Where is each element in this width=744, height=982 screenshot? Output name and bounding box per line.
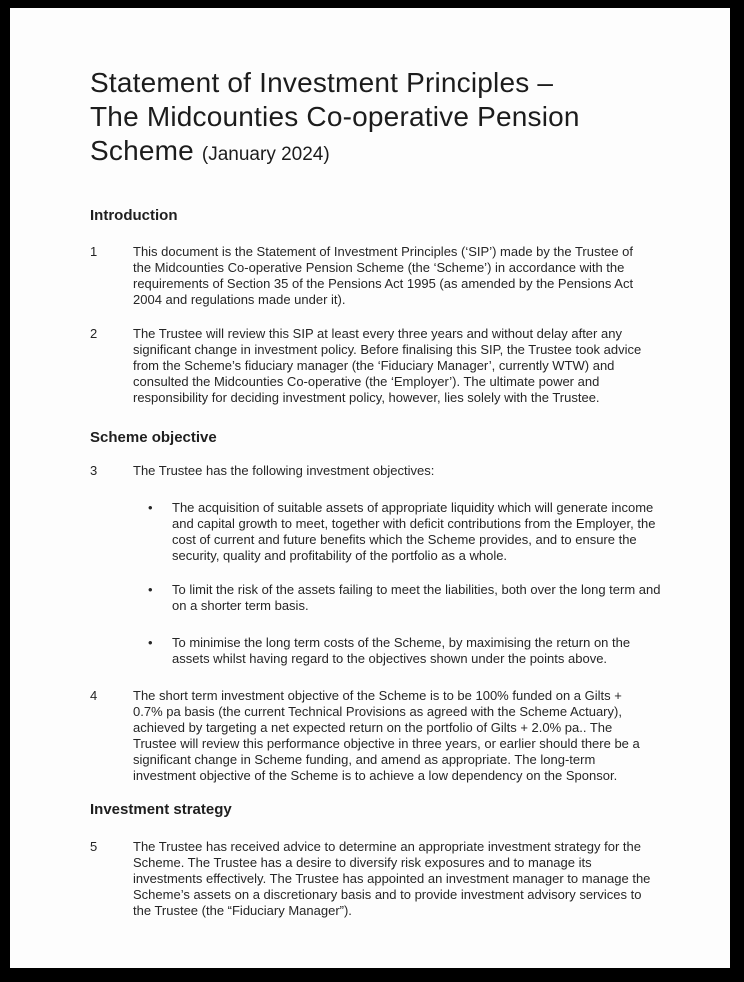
document-title (90, 66, 666, 172)
paragraph-number: 2 (90, 326, 98, 341)
title-line-2: The Midcounties Co-operative Pension (90, 101, 580, 132)
bullet-text: To minimise the long term costs of the Scheme, by maximising the return on the assets whilst having regard to the objectives shown under the points above. (172, 635, 631, 666)
bullet-text: To limit the risk of the assets failing to meet the liabilities, both over the long term and on a shorter term basis. (172, 582, 661, 613)
numbered-paragraph-3 (90, 463, 666, 479)
objectives-bullet-list (148, 500, 666, 667)
bullet-item-3 (148, 635, 666, 667)
numbered-paragraph-2 (90, 326, 666, 406)
numbered-paragraph-4 (90, 688, 666, 784)
numbered-paragraph-1 (90, 244, 666, 308)
title-line-3 (90, 134, 666, 172)
bullet-item-1 (148, 500, 666, 564)
paragraph-number: 5 (90, 839, 98, 854)
paragraph-number: 1 (90, 244, 98, 259)
bullet-marker: • (148, 635, 153, 650)
bullet-text: The acquisition of suitable assets of appropriate liquidity which will generate income and capital growth to meet, together with deficit contributions from the Employer, the cost of current and future benefits which the Scheme provides, and to ensure the security, quality and profitability of the portfolio as a whole. (172, 500, 656, 563)
document-page (10, 8, 730, 968)
bullet-item-2 (148, 582, 666, 614)
paragraph-text: The Trustee will review this SIP at least every three years and without delay after any significant change in investment policy. Before finalising this SIP, the Trustee took advice from the Scheme’s fiduciary manager (the ‘Fiduciary Manager’, currently WTW) and consulted the Midcounties Co-operative (the ‘Employer’). The ultimate power and responsibility for deciding investment policy, however, lies solely with the Trustee. (133, 326, 642, 405)
title-date: (January 2024) (201, 144, 330, 165)
title-line-1: Statement of Investment Principles – (90, 67, 554, 98)
paragraph-text: The Trustee has the following investment objectives: (133, 463, 435, 478)
paragraph-text: The Trustee has received advice to determine an appropriate investment strategy for the Scheme. The Trustee has a desire to diversify risk exposures and to manage its investments effectively. The Trustee has appointed an investment manager to manage the Scheme’s assets on a discretionary basis and to provide investment advisory services to the Trustee (the “Fiduciary Manager”). (133, 839, 651, 918)
paragraph-number: 3 (90, 463, 98, 478)
bullet-marker: • (148, 500, 153, 515)
heading-introduction: Introduction (90, 207, 178, 224)
paragraph-text: The short term investment objective of the Scheme is to be 100% funded on a Gilts + 0.7% pa basis (the current Technical Provisions as agreed with the Scheme Actuary), achieved by targeting a net expected return on the portfolio of Gilts + 2.0% pa.. The Trustee will review this performance objective in three years, or earlier should there be a significant change in Scheme funding, and amend as appropriate. The long-term investment objective of the Scheme is to achieve a low dependency on the Sponsor. (133, 688, 640, 783)
paragraph-text: This document is the Statement of Investment Principles (‘SIP’) made by the Trustee of the Midcounties Co-operative Pension Scheme (the ‘Scheme’) in accordance with the requirements of Section 35 of the Pensions Act 1995 (as amended by the Pensions Act 2004 and regulations made under it). (133, 244, 634, 307)
paragraph-number: 4 (90, 688, 98, 703)
title-line-3-main: Scheme (90, 135, 194, 166)
heading-investment-strategy: Investment strategy (90, 801, 232, 818)
heading-scheme-objective: Scheme objective (90, 429, 217, 446)
bullet-marker: • (148, 582, 153, 597)
numbered-paragraph-5 (90, 839, 666, 919)
